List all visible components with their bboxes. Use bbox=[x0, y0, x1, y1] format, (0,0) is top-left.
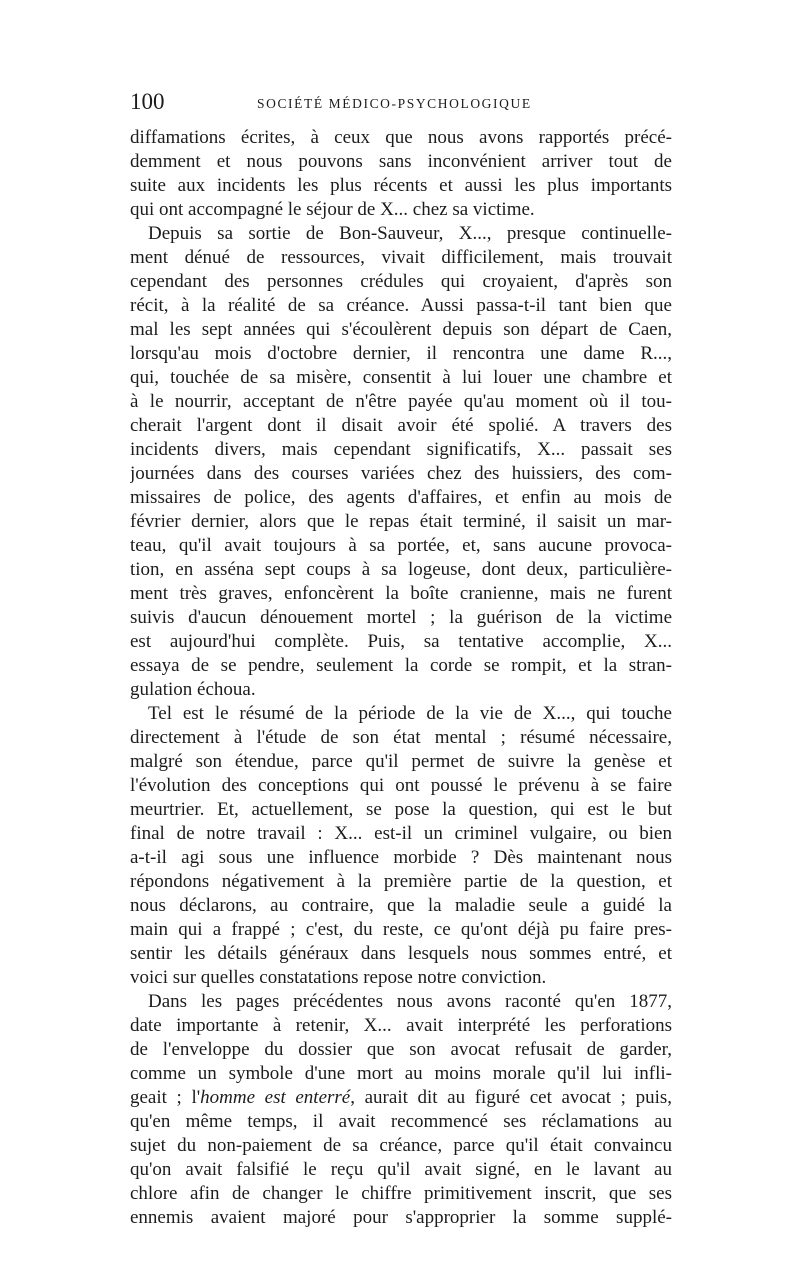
text-line: meurtrier. Et, actuellement, se pose la question, qui est le but bbox=[130, 799, 672, 820]
text-line: lorsqu'au mois d'octobre dernier, il rencontra une dame R..., bbox=[130, 343, 672, 364]
text-line: final de notre travail : X... est-il un criminel vulgaire, ou bien bbox=[130, 823, 672, 844]
text-line: répondons négativement à la première partie de la question, et bbox=[130, 871, 672, 892]
text-line: l'évolution des conceptions qui ont poussé le prévenu à se faire bbox=[130, 775, 672, 796]
text-line: malgré son étendue, parce qu'il permet de suivre la genèse et bbox=[130, 751, 672, 772]
text-line-with-italic bbox=[130, 1086, 672, 1110]
page-number: 100 bbox=[130, 89, 165, 114]
text-line: a-t-il agi sous une influence morbide ? Dès maintenant nous bbox=[130, 847, 672, 868]
text-line: suivis d'aucun dénouement mortel ; la guérison de la victime bbox=[130, 607, 672, 628]
text-line: qu'on avait falsifié le reçu qu'il avait signé, en le lavant au bbox=[130, 1159, 672, 1180]
text-line: sujet du non-paiement de sa créance, parce qu'il était convaincu bbox=[130, 1135, 672, 1156]
text-line: comme un symbole d'une mort au moins morale qu'il lui infli- bbox=[130, 1063, 672, 1084]
text-line: récit, à la réalité de sa créance. Aussi passa-t-il tant bien que bbox=[130, 295, 672, 316]
text-line: directement à l'étude de son état mental ; résumé nécessaire, bbox=[130, 727, 672, 748]
text-line: voici sur quelles constatations repose notre conviction. bbox=[130, 967, 547, 988]
body-text bbox=[130, 126, 672, 1230]
text-line: ment très graves, enfoncèrent la boîte cranienne, mais ne furent bbox=[130, 583, 672, 604]
text-line: suite aux incidents les plus récents et aussi les plus importants bbox=[130, 175, 672, 196]
text-line: de l'enveloppe du dossier que son avocat refusait de garder, bbox=[130, 1039, 672, 1060]
text-line: gulation échoua. bbox=[130, 679, 256, 700]
text-line: chlore afin de changer le chiffre primitivement inscrit, que ses bbox=[130, 1183, 672, 1204]
text-line: mal les sept années qui s'écoulèrent depuis son départ de Caen, bbox=[130, 319, 672, 340]
text-line: qu'en même temps, il avait recommencé ses réclamations au bbox=[130, 1111, 672, 1132]
text-line: essaya de se pendre, seulement la corde se rompit, et la stran- bbox=[130, 655, 672, 676]
text-line: diffamations écrites, à ceux que nous avons rapportés précé- bbox=[130, 127, 672, 148]
text-line: tion, en asséna sept coups à sa logeuse, dont deux, particulière- bbox=[130, 559, 672, 580]
text-line: qui, touchée de sa misère, consentit à lui louer une chambre et bbox=[130, 367, 672, 388]
text-line: sentir les détails généraux dans lesquels nous sommes entré, et bbox=[130, 943, 672, 964]
italic-phrase: homme est enterré bbox=[200, 1087, 351, 1108]
text-line: date importante à retenir, X... avait interprété les perforations bbox=[130, 1015, 672, 1036]
text-line: ennemis avaient majoré pour s'approprier la somme supplé- bbox=[130, 1207, 672, 1228]
text-line: ment dénué de ressources, vivait difficilement, mais trouvait bbox=[130, 247, 672, 268]
text-line: qui ont accompagné le séjour de X... chez sa victime. bbox=[130, 199, 535, 220]
paragraph-first-line: Tel est le résumé de la période de la vie de X..., qui touche bbox=[148, 703, 672, 724]
text-line: à le nourrir, acceptant de n'être payée qu'au moment où il tou- bbox=[130, 391, 672, 412]
text-fragment: geait ; l' bbox=[130, 1087, 201, 1108]
text-line: incidents divers, mais cependant significatifs, X... passait ses bbox=[130, 439, 672, 460]
running-head: SOCIÉTÉ MÉDICO-PSYCHOLOGIQUE bbox=[257, 96, 532, 111]
paragraph-first-line: Dans les pages précédentes nous avons raconté qu'en 1877, bbox=[148, 991, 672, 1012]
text-line: main qui a frappé ; c'est, du reste, ce qu'ont déjà pu faire pres- bbox=[130, 919, 672, 940]
text-fragment: , aurait dit au figuré cet avocat ; puis, bbox=[350, 1087, 672, 1108]
text-line: demment et nous pouvons sans inconvénient arriver tout de bbox=[130, 151, 672, 172]
paragraph-first-line: Depuis sa sortie de Bon-Sauveur, X..., presque continuelle- bbox=[148, 223, 672, 244]
text-line: missaires de police, des agents d'affaires, et enfin au mois de bbox=[130, 487, 672, 508]
text-line: est aujourd'hui complète. Puis, sa tentative accomplie, X... bbox=[130, 631, 672, 652]
text-line: journées dans des courses variées chez des huissiers, des com- bbox=[130, 463, 672, 484]
page-header bbox=[130, 88, 672, 120]
text-line: février dernier, alors que le repas était terminé, il saisit un mar- bbox=[130, 511, 672, 532]
text-line: teau, qu'il avait toujours à sa portée, et, sans aucune provoca- bbox=[130, 535, 672, 556]
text-line: nous déclarons, au contraire, que la maladie seule a guidé la bbox=[130, 895, 672, 916]
text-line: cependant des personnes crédules qui croyaient, d'après son bbox=[130, 271, 672, 292]
text-line: cherait l'argent dont il disait avoir été spolié. A travers des bbox=[130, 415, 672, 436]
